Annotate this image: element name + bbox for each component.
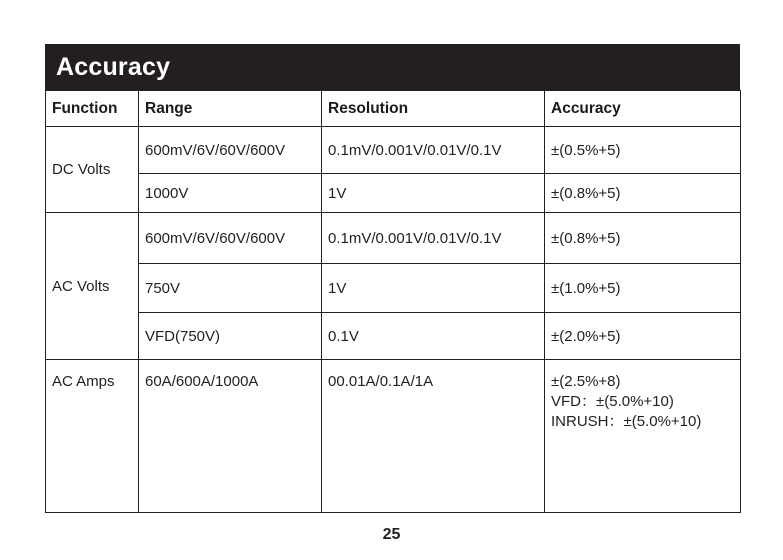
accuracy-line-vfd: VFD：±(5.0%+10): [551, 393, 674, 410]
range-cell: 600mV/6V/60V/600V: [139, 127, 322, 174]
header-range: Range: [139, 91, 322, 127]
resolution-cell: 1V: [322, 264, 545, 313]
header-function: Function: [46, 91, 139, 127]
table-row: [46, 360, 741, 513]
range-cell: 750V: [139, 264, 322, 313]
resolution-cell: 0.1mV/0.001V/0.01V/0.1V: [322, 213, 545, 264]
resolution-cell: 00.01A/0.1A/1A: [322, 360, 545, 513]
accuracy-cell: ±(0.8%+5): [545, 174, 741, 213]
table-row: [46, 264, 741, 313]
resolution-cell: 0.1V: [322, 313, 545, 360]
accuracy-cell: ±(0.5%+5): [545, 127, 741, 174]
range-cell: 600mV/6V/60V/600V: [139, 213, 322, 264]
table-row: [46, 213, 741, 264]
accuracy-cell: ±(0.8%+5): [545, 213, 741, 264]
accuracy-line-general: ±(2.5%+8): [551, 373, 621, 390]
accuracy-line-inrush: INRUSH：±(5.0%+10): [551, 413, 702, 430]
accuracy-table: [45, 90, 741, 513]
page-number: 25: [382, 526, 401, 543]
accuracy-cell: [545, 360, 741, 513]
function-dc-volts: DC Volts: [46, 127, 139, 213]
accuracy-cell: ±(1.0%+5): [545, 264, 741, 313]
table-header-row: [46, 91, 741, 127]
range-cell: VFD(750V): [139, 313, 322, 360]
resolution-cell: 1V: [322, 174, 545, 213]
table-row: [46, 174, 741, 213]
header-accuracy: Accuracy: [545, 91, 741, 127]
table-row: [46, 127, 741, 174]
table-row: [46, 313, 741, 360]
function-ac-amps: AC Amps: [46, 360, 139, 513]
header-resolution: Resolution: [322, 91, 545, 127]
range-cell: 1000V: [139, 174, 322, 213]
section-title: Accuracy: [45, 44, 740, 90]
range-cell: 60A/600A/1000A: [139, 360, 322, 513]
accuracy-cell: ±(2.0%+5): [545, 313, 741, 360]
resolution-cell: 0.1mV/0.001V/0.01V/0.1V: [322, 127, 545, 174]
function-ac-volts: AC Volts: [46, 213, 139, 360]
accuracy-section: [45, 44, 740, 513]
